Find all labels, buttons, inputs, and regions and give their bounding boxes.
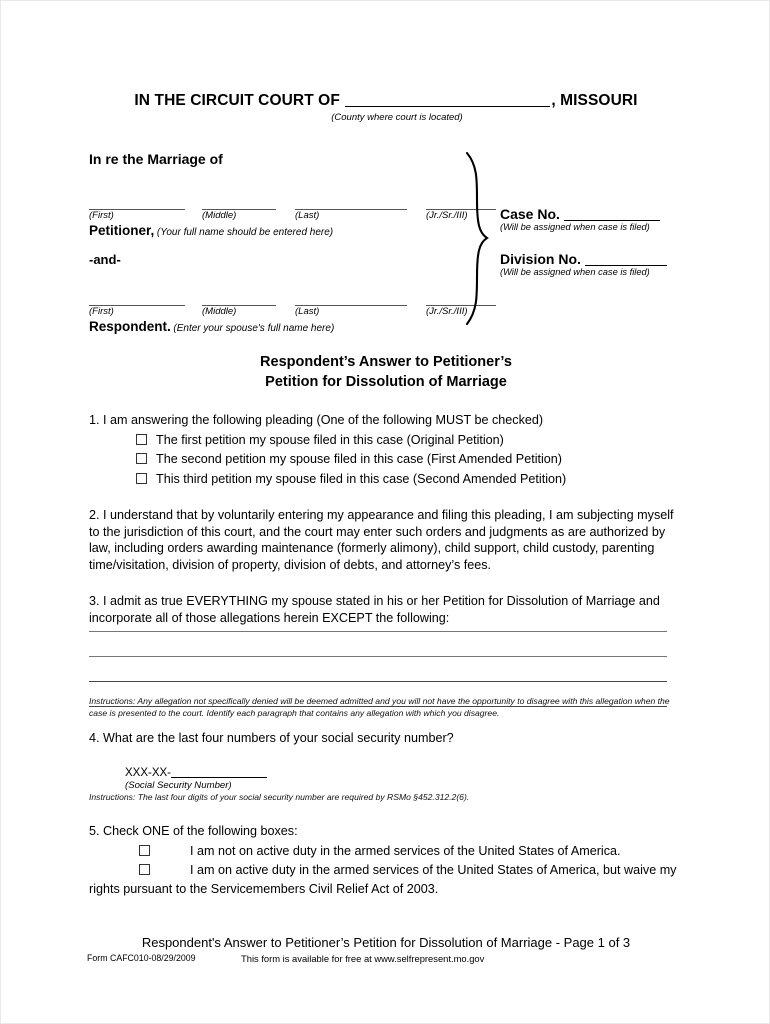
footer-title: Respondent's Answer to Petitioner’s Petition for Dissolution of Marriage - Page 1 of 3 [141, 935, 631, 950]
case-number-caption: (Will be assigned when case is filed) [500, 222, 650, 232]
respondent-last-rule [295, 293, 407, 306]
item-1-text: 1. I am answering the following pleading (One of the following MUST be checked) [89, 413, 544, 427]
petitioner-last-field[interactable] [295, 197, 407, 222]
checkbox-active-duty-waiver[interactable] [139, 864, 150, 875]
petitioner-middle-field[interactable] [202, 197, 276, 222]
checkbox-original-petition[interactable] [136, 434, 147, 445]
label-last: (Last) [295, 305, 320, 317]
item-5-option-2-continuation: rights pursuant to the Servicemembers Civil Relief Act of 2003. [89, 882, 439, 897]
division-number-blank[interactable] [585, 252, 667, 266]
item-5-option-row[interactable] [89, 862, 681, 879]
item-1-option-3-label: This third petition my spouse filed in this case (Second Amended Petition) [156, 472, 567, 487]
item-1-option-row[interactable] [89, 451, 681, 468]
item-4-text: 4. What are the last four numbers of your social security number? [89, 731, 454, 745]
respondent-first-rule [89, 293, 185, 306]
item-3-instructions: Instructions: Any allegation not specifically denied will be deemed admitted and you will not have the opportunity to disagree with this allegation when the case is presented to the court. Identify each paragraph that contains any allegation with which you disagree. [89, 696, 670, 719]
item-5-option-1-label: I am not on active duty in the armed services of the United States of America. [190, 843, 621, 858]
item-1-option-1-label: The first petition my spouse filed in this case (Original Petition) [156, 432, 504, 447]
court-title-prefix: IN THE CIRCUIT COURT OF [134, 92, 340, 109]
caption-brace [463, 151, 489, 326]
item-3-text: 3. I admit as true EVERYTHING my spouse stated in his or her Petition for Dissolution of Marriage and incorporate all of those allegations herein EXCEPT the following: [89, 593, 660, 625]
petitioner-last-rule [295, 197, 407, 210]
ssn-caption: (Social Security Number) [125, 780, 232, 791]
ssn-field-group [125, 765, 681, 791]
court-title-suffix: , MISSOURI [551, 92, 638, 109]
document-title-line2: Petition for Dissolution of Marriage [265, 374, 507, 390]
ssn-prefix: XXX-XX- [125, 767, 172, 779]
item-5-option-row[interactable] [89, 843, 681, 860]
case-number-label: Case No. [500, 206, 560, 222]
ssn-input-line[interactable] [125, 765, 681, 779]
petitioner-label: Petitioner, [89, 222, 155, 238]
and-separator: -and- [89, 251, 121, 267]
answer-line[interactable] [89, 657, 667, 682]
item-4-block [89, 731, 681, 791]
answer-line[interactable] [89, 632, 667, 657]
case-number-group [500, 206, 700, 232]
division-number-label: Division No. [500, 251, 581, 267]
item-1-option-row[interactable] [89, 432, 681, 449]
petitioner-first-field[interactable] [89, 197, 185, 222]
label-first: (First) [89, 210, 114, 221]
court-title-line [1, 91, 770, 110]
division-number-line [500, 251, 700, 267]
county-caption: (County where court is located) [331, 112, 463, 123]
footer-meta-row [1, 953, 770, 967]
item-5-option-2-label: I am on active duty in the armed services of the United States of America, but waive my [190, 863, 677, 878]
item-5-text: 5. Check ONE of the following boxes: [89, 824, 298, 838]
label-middle: (Middle) [202, 305, 237, 317]
item-3-answer-lines[interactable] [89, 607, 667, 707]
page-footer [1, 935, 770, 967]
checkbox-not-active-duty[interactable] [139, 845, 150, 856]
item-2-text: 2. I understand that by voluntarily entering my appearance and filing this pleading, I am subjecting myself to the jurisdiction of this court, and the court may enter such orders and judgments as are authorized by law, including orders awarding maintenance (formerly alimony), child support, child custody, parenting time/visitation, division of property, division of debts, and attorney’s fees. [89, 507, 674, 573]
label-first: (First) [89, 305, 114, 317]
petitioner-middle-rule [202, 197, 276, 210]
item-5-block [89, 823, 681, 898]
respondent-middle-rule [202, 293, 276, 306]
label-suffix: (Jr./Sr./III) [426, 305, 468, 317]
case-number-block [500, 206, 700, 277]
document-title [1, 352, 770, 392]
item-4-instructions: Instructions: The last four digits of your social security number are required by RSMo §452.312.2(6). [89, 792, 470, 802]
respondent-last-field[interactable] [295, 293, 407, 318]
petitioner-first-rule [89, 197, 185, 210]
case-number-line [500, 206, 700, 222]
in-re-heading: In re the Marriage of [89, 151, 223, 167]
case-number-blank[interactable] [564, 207, 660, 221]
ssn-blank-field[interactable] [171, 765, 267, 778]
checkbox-second-amended-petition[interactable] [136, 473, 147, 484]
county-blank-field[interactable] [345, 91, 550, 107]
division-number-caption: (Will be assigned when case is filed) [500, 267, 650, 277]
court-header [1, 91, 770, 123]
label-suffix: (Jr./Sr./III) [426, 210, 468, 221]
form-number: Form CAFC010-08/29/2009 [87, 953, 196, 963]
item-1-option-row[interactable] [89, 471, 681, 488]
document-body [89, 412, 681, 626]
division-number-group [500, 251, 700, 277]
respondent-name-row [89, 293, 689, 318]
label-middle: (Middle) [202, 210, 237, 221]
checkbox-first-amended-petition[interactable] [136, 453, 147, 464]
respondent-label: Respondent. [89, 318, 171, 334]
respondent-hint: (Enter your spouse's full name here) [173, 322, 335, 334]
item-1-option-2-label: The second petition my spouse filed in this case (First Amended Petition) [156, 452, 563, 467]
answer-line[interactable] [89, 607, 667, 632]
petitioner-hint: (Your full name should be entered here) [156, 226, 334, 238]
label-last: (Last) [295, 210, 320, 221]
respondent-line [89, 319, 689, 334]
respondent-middle-field[interactable] [202, 293, 276, 318]
respondent-first-field[interactable] [89, 293, 185, 318]
document-title-line1: Respondent’s Answer to Petitioner’s [260, 354, 512, 370]
form-availability-note: This form is available for free at www.selfrepresent.mo.gov [241, 953, 485, 964]
